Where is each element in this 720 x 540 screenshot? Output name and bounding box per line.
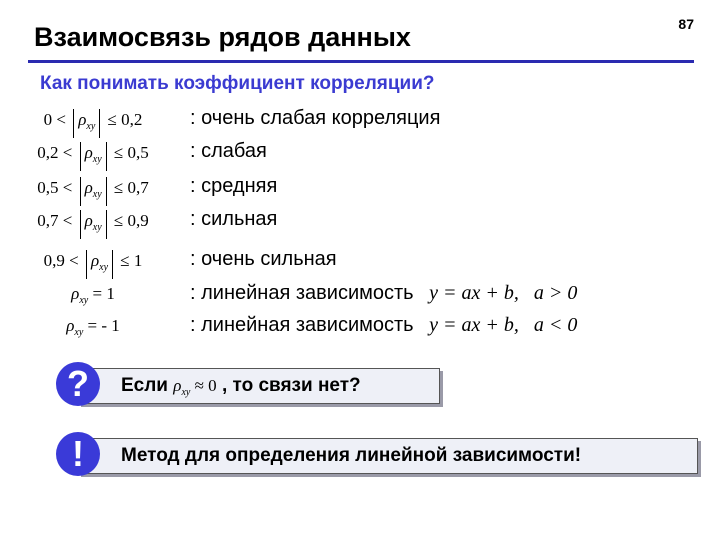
rho-subscript: xy xyxy=(79,295,89,306)
range-upper: ≤ 0,9 xyxy=(113,211,149,230)
approx-zero: ≈ 0 xyxy=(194,376,217,395)
title-divider xyxy=(28,60,694,63)
range-upper: ≤ 0,5 xyxy=(113,143,149,162)
question-prefix: Если xyxy=(121,375,168,396)
abs-rho xyxy=(73,109,100,138)
question-text xyxy=(121,375,361,398)
range-condition xyxy=(0,250,186,279)
correlation-row xyxy=(0,248,720,276)
range-upper: ≤ 0,7 xyxy=(113,178,149,197)
range-lower: 0,7 < xyxy=(37,211,73,230)
strength-description: : очень слабая корреляция xyxy=(190,107,441,129)
correlation-row xyxy=(0,140,720,168)
rho-symbol: ρ xyxy=(173,376,182,395)
correlation-row xyxy=(0,208,720,236)
page-title: Взаимосвязь рядов данных xyxy=(34,22,411,52)
rho-symbol: ρ xyxy=(66,316,75,335)
range-condition xyxy=(0,177,186,206)
slope-condition: a < 0 xyxy=(533,314,578,336)
range-lower: 0,9 < xyxy=(43,251,79,270)
rho-subscript: xy xyxy=(74,327,84,338)
strength-description xyxy=(190,314,577,337)
rho-symbol: ρ xyxy=(84,211,93,230)
rho-subscript: xy xyxy=(86,121,96,132)
correlation-row xyxy=(0,314,720,342)
range-lower: 0,2 < xyxy=(37,143,73,162)
exclamation-icon: ! xyxy=(56,432,100,476)
rho-symbol: ρ xyxy=(71,284,80,303)
linear-formula xyxy=(429,314,577,336)
strength-description: : очень сильная xyxy=(190,248,337,270)
rho-subscript: xy xyxy=(92,189,102,200)
correlation-row xyxy=(0,175,720,203)
range-lower: 0 < xyxy=(43,110,66,129)
equality-value: = 1 xyxy=(92,284,115,303)
equality-value: = - 1 xyxy=(87,316,120,335)
strength-description: : средняя xyxy=(190,175,278,197)
formula-text: y = ax + b, xyxy=(429,314,519,336)
equality-condition xyxy=(0,316,186,338)
linear-formula xyxy=(429,282,577,304)
correlation-row xyxy=(0,282,720,310)
range-upper: ≤ 0,2 xyxy=(107,110,143,129)
range-condition xyxy=(0,210,186,239)
slope-condition: a > 0 xyxy=(533,282,578,304)
rho-symbol: ρ xyxy=(84,143,93,162)
range-condition xyxy=(0,142,186,171)
rho-symbol: ρ xyxy=(78,110,87,129)
question-suffix: , то связи нет? xyxy=(221,375,361,396)
range-lower: 0,5 < xyxy=(37,178,73,197)
description-text: : линейная зависимость xyxy=(190,282,414,304)
description-text: : линейная зависимость xyxy=(190,314,414,336)
question-box xyxy=(78,368,440,404)
rho-subscript: xy xyxy=(99,262,109,273)
strength-description: : слабая xyxy=(190,140,267,162)
rho-symbol: ρ xyxy=(90,251,100,270)
formula-text: y = ax + b, xyxy=(429,282,519,304)
range-condition xyxy=(0,109,186,138)
page-number: 87 xyxy=(678,16,694,32)
abs-rho xyxy=(80,177,107,206)
abs-rho xyxy=(80,210,107,239)
question-math xyxy=(173,376,217,398)
range-upper: ≤ 1 xyxy=(120,251,143,270)
correlation-row xyxy=(0,107,720,135)
answer-text: Метод для определения линейной зависимости! xyxy=(121,445,582,466)
strength-description xyxy=(190,282,577,305)
strength-description: : сильная xyxy=(190,208,278,230)
rho-subscript: xy xyxy=(92,154,102,165)
rho-subscript: xy xyxy=(92,222,102,233)
rho-subscript: xy xyxy=(181,387,191,398)
answer-box xyxy=(78,438,698,474)
section-subtitle: Как понимать коэффициент корреляции? xyxy=(40,73,435,94)
question-mark-icon: ? xyxy=(56,362,100,406)
abs-rho xyxy=(86,250,113,279)
equality-condition xyxy=(0,284,186,306)
rho-symbol: ρ xyxy=(84,178,93,197)
abs-rho xyxy=(80,142,107,171)
